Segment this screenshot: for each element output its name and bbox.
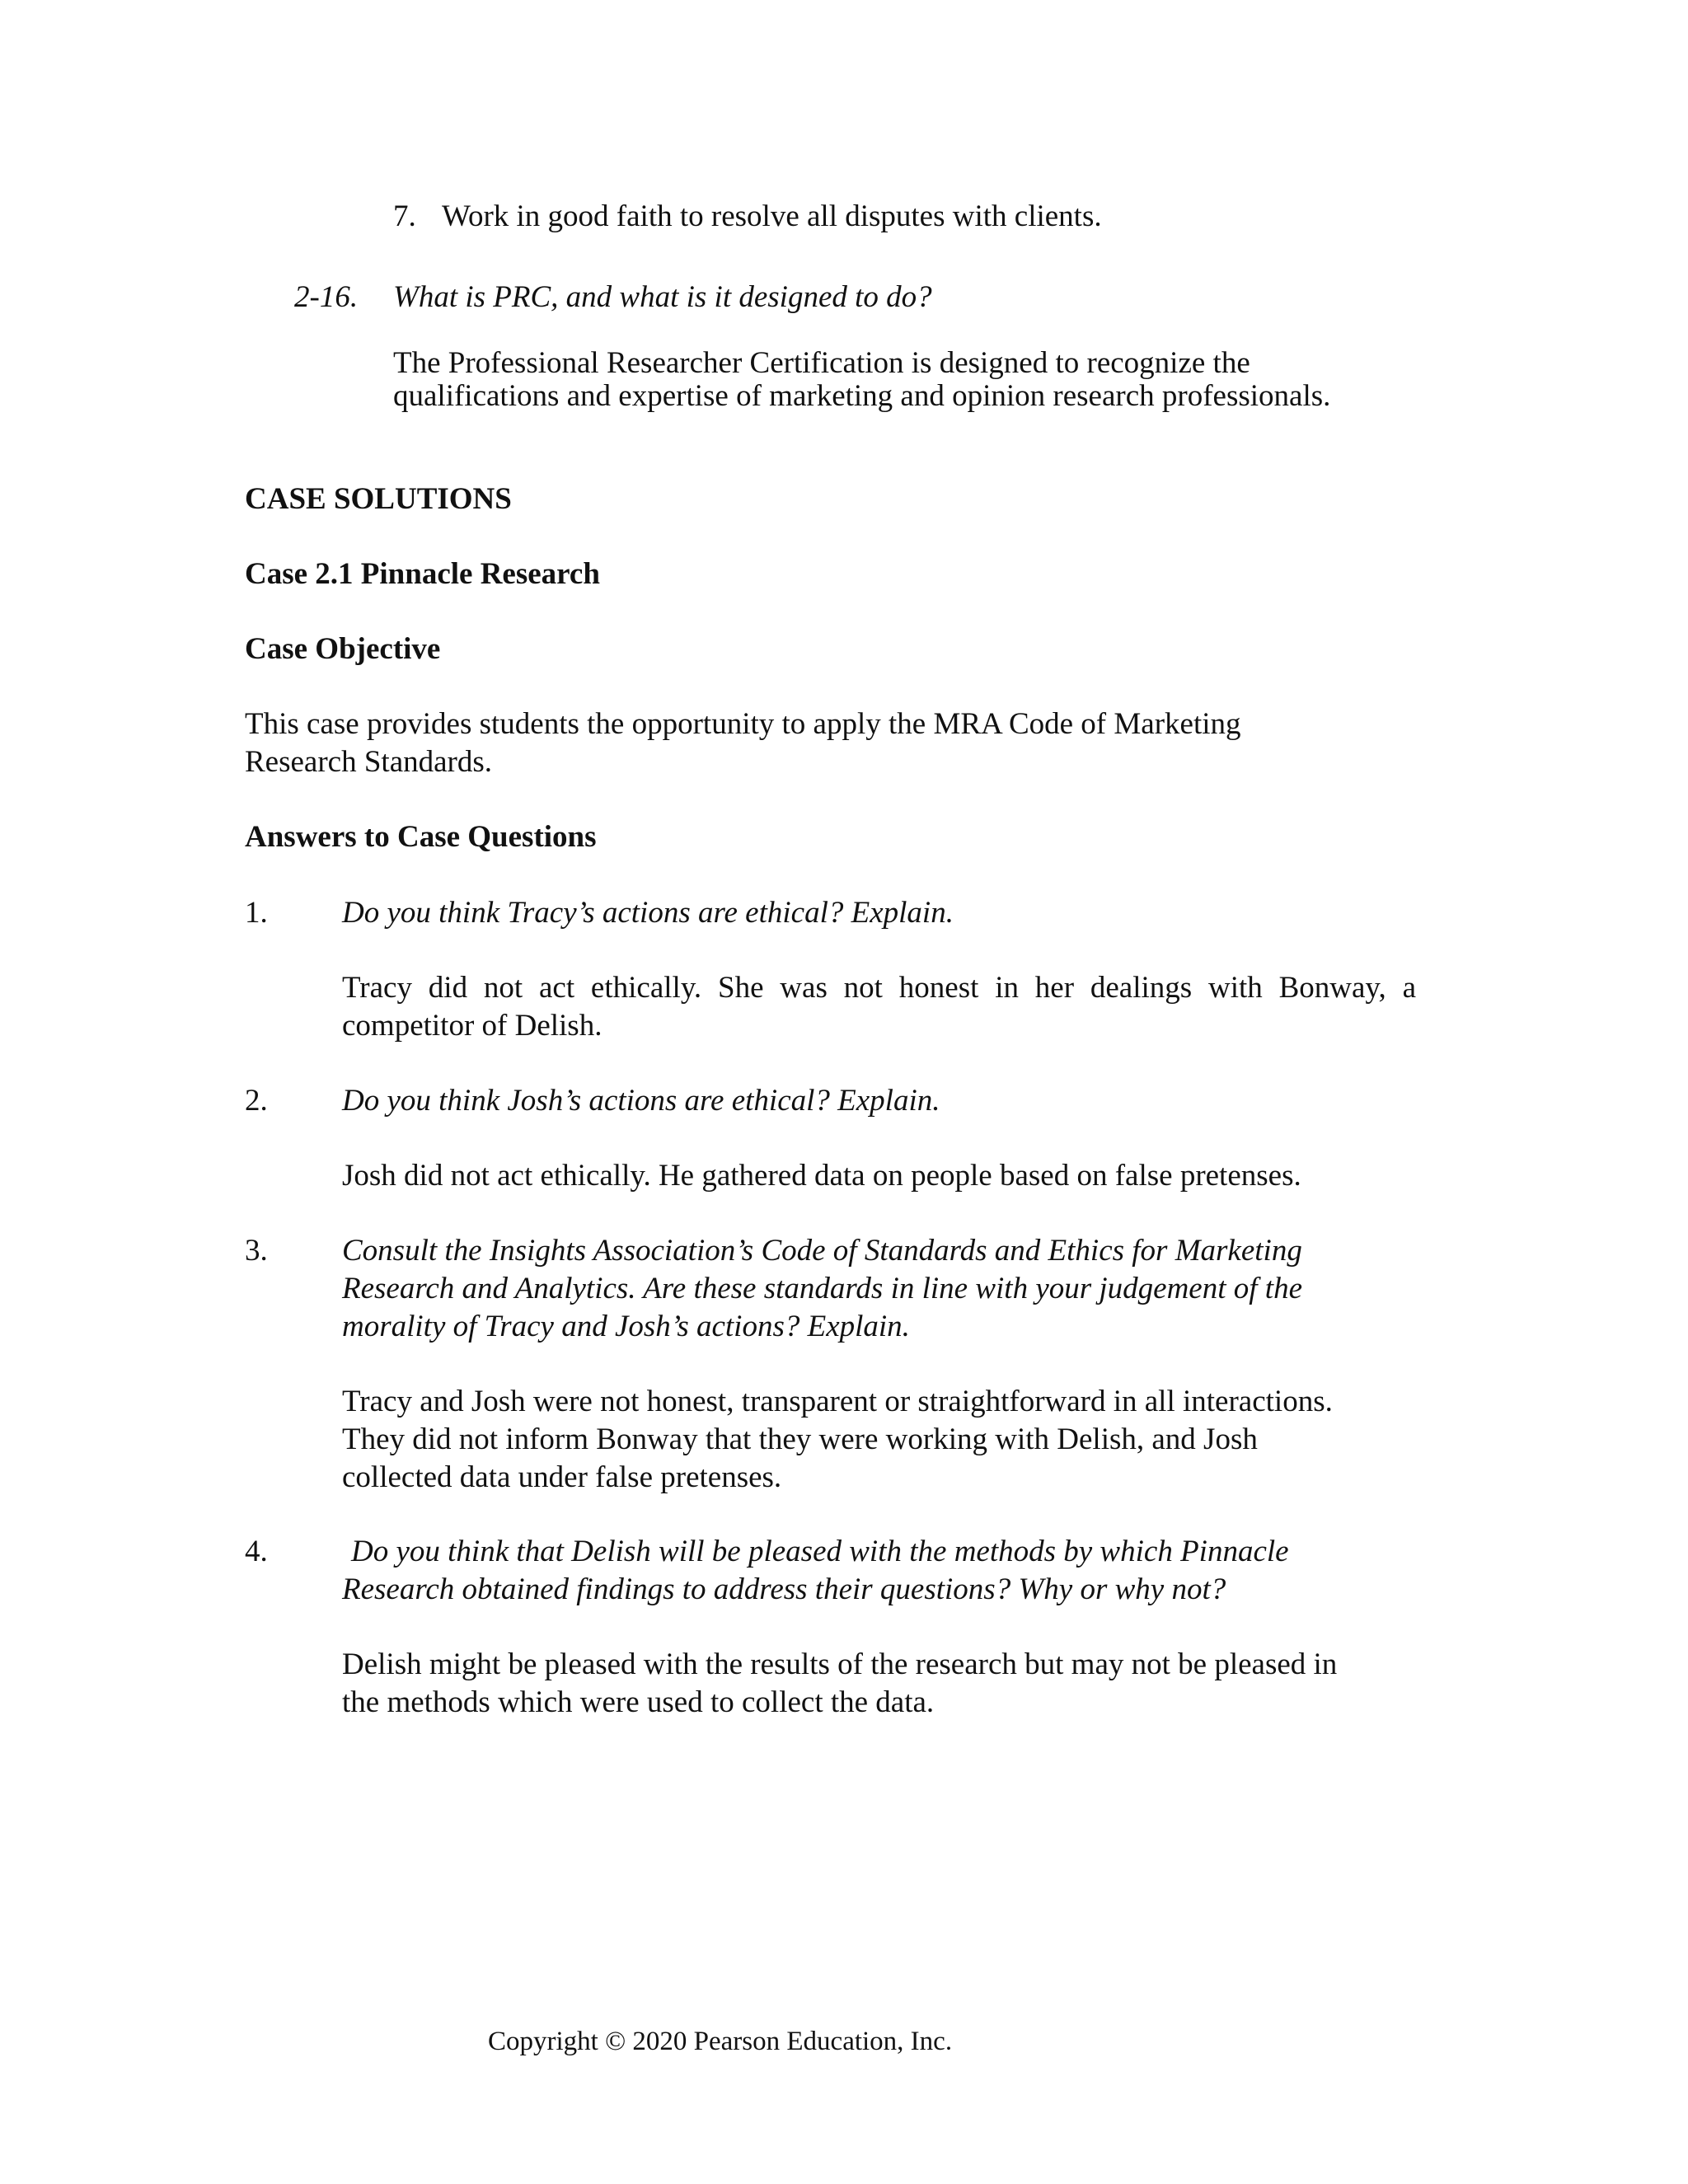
question-3-answer-line-3: collected data under false pretenses. bbox=[342, 1460, 782, 1494]
case-title: Case 2.1 Pinnacle Research bbox=[245, 557, 600, 591]
question-3-text-line-3: morality of Tracy and Josh’s actions? Explain. bbox=[342, 1310, 910, 1343]
question-2-16-text: What is PRC, and what is it designed to do? bbox=[393, 280, 932, 314]
question-1-number: 1. bbox=[245, 896, 268, 930]
question-4-number: 4. bbox=[245, 1535, 268, 1568]
question-2-16-answer-line-2: qualifications and expertise of marketing and opinion research professionals. bbox=[393, 379, 1331, 413]
question-2-answer-line-1: Josh did not act ethically. He gathered data on people based on false pretenses. bbox=[342, 1159, 1301, 1193]
question-4-text-line-1: Do you think that Delish will be pleased with the methods by which Pinnacle bbox=[351, 1535, 1289, 1568]
question-3-text-line-1: Consult the Insights Association’s Code of Standards and Ethics for Marketing bbox=[342, 1234, 1302, 1268]
list-item-7-number: 7. bbox=[393, 199, 416, 233]
case-solutions-heading: CASE SOLUTIONS bbox=[245, 482, 512, 516]
question-2-number: 2. bbox=[245, 1084, 268, 1118]
question-3-answer-line-2: They did not inform Bonway that they were working with Delish, and Josh bbox=[342, 1422, 1258, 1456]
question-4-text-line-2: Research obtained findings to address their questions? Why or why not? bbox=[342, 1572, 1226, 1606]
answers-heading: Answers to Case Questions bbox=[245, 820, 597, 854]
question-2-16-number: 2-16. bbox=[294, 280, 359, 314]
case-objective-heading: Case Objective bbox=[245, 632, 441, 666]
question-2-text: Do you think Josh’s actions are ethical? Explain. bbox=[342, 1084, 940, 1118]
question-3-number: 3. bbox=[245, 1234, 268, 1268]
question-1-text: Do you think Tracy’s actions are ethical? Explain. bbox=[342, 896, 954, 930]
question-2-16-answer-line-1: The Professional Researcher Certification is designed to recognize the bbox=[393, 346, 1250, 380]
case-objective-line-2: Research Standards. bbox=[245, 745, 493, 779]
case-objective-line-1: This case provides students the opportunity to apply the MRA Code of Marketing bbox=[245, 707, 1241, 741]
question-1-answer-line-2: competitor of Delish. bbox=[342, 1009, 603, 1043]
question-4-answer-line-2: the methods which were used to collect the data. bbox=[342, 1685, 935, 1719]
question-3-answer-line-1: Tracy and Josh were not honest, transparent or straightforward in all interactions. bbox=[342, 1385, 1333, 1418]
question-3-text-line-2: Research and Analytics. Are these standards in line with your judgement of the bbox=[342, 1272, 1302, 1305]
question-4-answer-line-1: Delish might be pleased with the results of the research but may not be pleased in bbox=[342, 1647, 1338, 1681]
question-1-answer-line-1: Tracy did not act ethically. She was not honest in her dealings with Bonway, a bbox=[342, 971, 1416, 1005]
copyright-footer: Copyright © 2020 Pearson Education, Inc. bbox=[488, 2027, 953, 2056]
list-item-7-text: Work in good faith to resolve all disputes with clients. bbox=[442, 199, 1102, 233]
